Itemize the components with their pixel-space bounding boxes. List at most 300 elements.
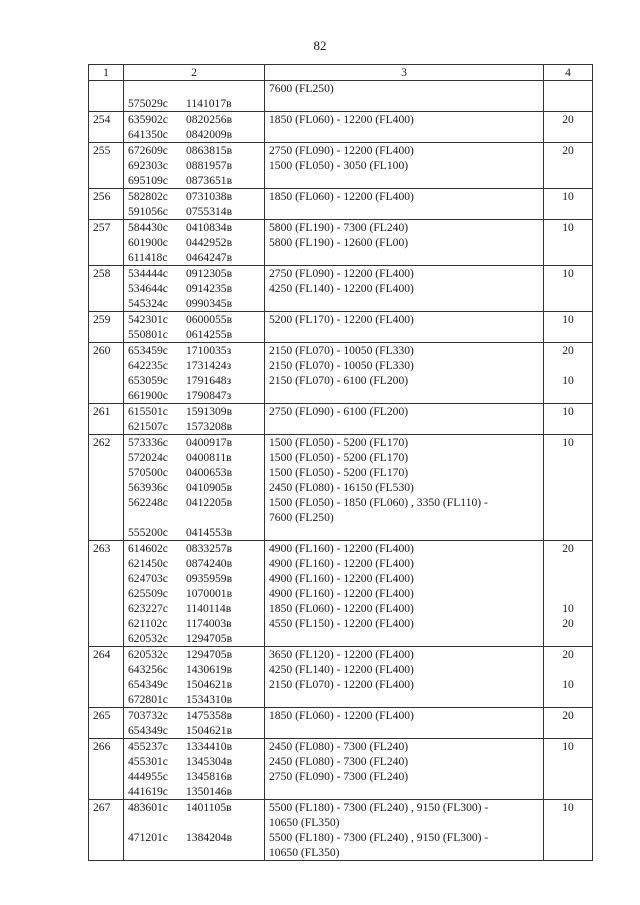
coordinate-line <box>128 769 260 784</box>
longitude: 0464247в <box>186 251 233 264</box>
row-number: 259 <box>89 312 124 343</box>
altitude-range: 5500 (FL180) - 7300 (FL240) , 9150 (FL300) - <box>269 801 489 814</box>
latitude: 641350c <box>128 128 168 141</box>
longitude: 0731038в <box>186 190 233 203</box>
row-number: 254 <box>89 112 124 143</box>
table-row <box>89 800 593 861</box>
value: 20 <box>562 648 574 661</box>
altitude-cell <box>265 81 544 112</box>
coordinate-line <box>128 204 260 219</box>
coordinate-line <box>128 127 260 142</box>
row-number: 263 <box>89 541 124 647</box>
coordinates-cell <box>124 404 265 435</box>
altitude-range: 1500 (FL050) - 3050 (FL100) <box>269 159 409 172</box>
value-cell <box>544 81 593 112</box>
value-cell <box>544 112 593 143</box>
longitude: 1504621в <box>186 724 233 737</box>
coordinate-line <box>128 343 260 358</box>
coordinate-line <box>128 662 260 677</box>
altitude-cell <box>265 708 544 739</box>
coordinate-line <box>128 158 260 173</box>
value <box>548 510 588 525</box>
value-cell <box>544 541 593 647</box>
latitude: 545324c <box>128 297 168 310</box>
longitude: 1141017в <box>186 97 232 110</box>
altitude-cell <box>265 404 544 435</box>
altitude-cell <box>265 343 544 404</box>
longitude: 0400917в <box>186 436 233 449</box>
value <box>548 571 588 586</box>
table-row <box>89 189 593 220</box>
longitude: 1174003в <box>186 617 232 630</box>
altitude-cell <box>265 800 544 861</box>
value <box>548 662 588 677</box>
altitude-cell <box>265 435 544 541</box>
altitude-range: 1500 (FL050) - 1850 (FL060) , 3350 (FL110) - <box>269 496 488 509</box>
value: 10 <box>562 313 574 326</box>
coordinate-line <box>128 281 260 296</box>
value: 10 <box>562 740 574 753</box>
coordinate-line <box>128 800 260 815</box>
longitude: 1345304в <box>186 755 233 768</box>
value <box>548 173 588 188</box>
latitude: 643256c <box>128 663 168 676</box>
value: 10 <box>562 374 574 387</box>
table-row <box>89 739 593 800</box>
coordinates-cell <box>124 112 265 143</box>
latitude: 620532c <box>128 632 168 645</box>
altitude-range <box>269 173 539 188</box>
coordinates-cell <box>124 435 265 541</box>
longitude: 0873651в <box>186 174 233 187</box>
coordinate-line <box>128 112 260 127</box>
altitude-cell <box>265 541 544 647</box>
value-cell <box>544 435 593 541</box>
longitude: 0410834в <box>186 221 233 234</box>
longitude: 1294705в <box>186 632 233 645</box>
longitude: 1731424з <box>186 359 232 372</box>
row-number: 265 <box>89 708 124 739</box>
row-number: 267 <box>89 800 124 861</box>
table-row <box>89 647 593 708</box>
altitude-range: 10650 (FL350) <box>269 816 340 829</box>
value: 20 <box>562 709 574 722</box>
latitude: 621102c <box>128 617 168 630</box>
column-header-1: 1 <box>89 65 124 81</box>
value <box>548 450 588 465</box>
coordinates-cell <box>124 266 265 312</box>
altitude-range <box>269 631 539 646</box>
coordinates-cell <box>124 739 265 800</box>
row-number: 256 <box>89 189 124 220</box>
latitude: 542301c <box>128 313 168 326</box>
page-number: 82 <box>313 38 327 53</box>
coordinate-line <box>128 235 260 250</box>
table-body <box>89 81 593 861</box>
coordinates-cell <box>124 81 265 112</box>
altitude-range: 1850 (FL060) - 12200 (FL400) <box>269 113 414 126</box>
column-header-2: 2 <box>124 65 265 81</box>
altitude-range: 2450 (FL080) - 7300 (FL240) <box>269 740 409 753</box>
latitude: 654349c <box>128 724 168 737</box>
coordinates-cell <box>124 800 265 861</box>
coordinate-line <box>128 723 260 738</box>
longitude: 1294705в <box>186 648 233 661</box>
coordinate-line <box>128 631 260 646</box>
value-cell <box>544 800 593 861</box>
value: 10 <box>562 267 574 280</box>
longitude: 1710035з <box>186 344 232 357</box>
coordinate-line <box>128 312 260 327</box>
latitude: 591056c <box>128 205 168 218</box>
coordinate-line <box>128 586 260 601</box>
value <box>548 784 588 799</box>
coordinate-line <box>128 677 260 692</box>
value: 10 <box>562 436 574 449</box>
coordinate-line <box>128 189 260 204</box>
coordinate-line <box>128 96 260 111</box>
table-row <box>89 266 593 312</box>
value <box>548 723 588 738</box>
altitude-range: 4900 (FL160) - 12200 (FL400) <box>269 572 414 585</box>
altitude-range: 5500 (FL180) - 7300 (FL240) , 9150 (FL300) - <box>269 831 489 844</box>
latitude: 572024c <box>128 451 168 464</box>
altitude-range: 7600 (FL250) <box>269 511 334 524</box>
row-number: 258 <box>89 266 124 312</box>
altitude-range <box>269 296 539 311</box>
coordinate-line <box>128 830 260 845</box>
coordinate-line <box>128 754 260 769</box>
altitude-range: 1850 (FL060) - 12200 (FL400) <box>269 602 414 615</box>
coordinate-line <box>128 143 260 158</box>
latitude: 563936c <box>128 481 168 494</box>
altitude-range: 4250 (FL140) - 12200 (FL400) <box>269 663 414 676</box>
altitude-range <box>269 127 539 142</box>
altitude-range <box>269 525 539 540</box>
altitude-range <box>269 784 539 799</box>
value <box>548 845 588 860</box>
latitude: 653459c <box>128 344 168 357</box>
latitude: 624703c <box>128 572 168 585</box>
latitude: 621450c <box>128 557 168 570</box>
coordinate-line <box>128 465 260 480</box>
coordinate-line <box>128 601 260 616</box>
altitude-range: 1500 (FL050) - 5200 (FL170) <box>269 466 409 479</box>
coordinates-cell <box>124 708 265 739</box>
latitude: 534444c <box>128 267 168 280</box>
value <box>548 769 588 784</box>
altitude-range: 1500 (FL050) - 5200 (FL170) <box>269 436 409 449</box>
coordinate-line <box>128 327 260 342</box>
longitude: 1401105в <box>186 801 232 814</box>
value <box>548 631 588 646</box>
value: 10 <box>562 405 574 418</box>
value <box>548 327 588 342</box>
latitude: 550801c <box>128 328 168 341</box>
latitude: 672801c <box>128 693 168 706</box>
value <box>548 692 588 707</box>
altitude-range: 4550 (FL150) - 12200 (FL400) <box>269 617 414 630</box>
altitude-range: 2750 (FL090) - 12200 (FL400) <box>269 144 414 157</box>
value: 20 <box>562 344 574 357</box>
latitude: 455301c <box>128 755 168 768</box>
altitude-cell <box>265 189 544 220</box>
longitude: 0935959в <box>186 572 233 585</box>
coordinate-line <box>128 250 260 265</box>
altitude-range <box>269 96 539 111</box>
latitude: 625509c <box>128 587 168 600</box>
latitude: 661900c <box>128 389 168 402</box>
value: 10 <box>562 678 574 691</box>
altitude-range: 2450 (FL080) - 7300 (FL240) <box>269 755 409 768</box>
altitude-range: 2150 (FL070) - 12200 (FL400) <box>269 678 414 691</box>
longitude: 0863815в <box>186 144 233 157</box>
longitude: 1790847з <box>186 389 232 402</box>
value-cell <box>544 143 593 189</box>
longitude: 0400653в <box>186 466 233 479</box>
value-cell <box>544 343 593 404</box>
altitude-range <box>269 204 539 219</box>
latitude: 455237c <box>128 740 168 753</box>
altitude-range: 5200 (FL170) - 12200 (FL400) <box>269 313 414 326</box>
latitude: 444955c <box>128 770 168 783</box>
longitude: 1791648з <box>186 374 232 387</box>
coordinates-cell <box>124 343 265 404</box>
longitude: 1591309в <box>186 405 233 418</box>
altitude-range: 1850 (FL060) - 12200 (FL400) <box>269 709 414 722</box>
altitude-range <box>269 419 539 434</box>
coordinate-line <box>128 435 260 450</box>
row-number: 266 <box>89 739 124 800</box>
latitude: 672609c <box>128 144 168 157</box>
latitude: 471201c <box>128 831 168 844</box>
value <box>548 81 588 96</box>
altitude-cell <box>265 739 544 800</box>
altitude-range <box>269 327 539 342</box>
longitude: 0442952в <box>186 236 233 249</box>
longitude: 0820256в <box>186 113 233 126</box>
value-cell <box>544 708 593 739</box>
value: 10 <box>562 221 574 234</box>
altitude-range: 2450 (FL080) - 16150 (FL530) <box>269 481 414 494</box>
coordinates-cell <box>124 541 265 647</box>
latitude: 441619c <box>128 785 168 798</box>
coordinate-line <box>128 81 260 96</box>
longitude: 0990345в <box>186 297 233 310</box>
latitude: 614602c <box>128 542 168 555</box>
latitude: 621507c <box>128 420 168 433</box>
row-number: 255 <box>89 143 124 189</box>
value <box>548 281 588 296</box>
value <box>548 250 588 265</box>
coordinate-line <box>128 571 260 586</box>
row-number: 264 <box>89 647 124 708</box>
table-row <box>89 708 593 739</box>
longitude: 0914235в <box>186 282 233 295</box>
value <box>548 296 588 311</box>
latitude: 483601c <box>128 801 168 814</box>
altitude-range: 2750 (FL090) - 6100 (FL200) <box>269 405 409 418</box>
latitude: 534644c <box>128 282 168 295</box>
longitude: 0412205в <box>186 496 233 509</box>
altitude-cell <box>265 220 544 266</box>
value-cell <box>544 220 593 266</box>
table-row <box>89 541 593 647</box>
coordinates-cell <box>124 189 265 220</box>
longitude: 1475358в <box>186 709 233 722</box>
value: 20 <box>562 617 574 630</box>
value <box>548 388 588 403</box>
latitude: 654349c <box>128 678 168 691</box>
coordinates-cell <box>124 220 265 266</box>
table-row <box>89 343 593 404</box>
value-cell <box>544 739 593 800</box>
value: 10 <box>562 190 574 203</box>
altitude-range: 2150 (FL070) - 10050 (FL330) <box>269 344 414 357</box>
value-cell <box>544 404 593 435</box>
longitude: 0842009в <box>186 128 233 141</box>
altitude-range: 2150 (FL070) - 10050 (FL330) <box>269 359 414 372</box>
row-number: 262 <box>89 435 124 541</box>
coordinate-line <box>128 556 260 571</box>
longitude: 0614255в <box>186 328 233 341</box>
coordinate-line <box>128 815 260 830</box>
value <box>548 754 588 769</box>
row-number: 260 <box>89 343 124 404</box>
altitude-range <box>269 250 539 265</box>
coordinate-line <box>128 373 260 388</box>
coordinate-line <box>128 388 260 403</box>
coordinate-line <box>128 510 260 525</box>
latitude: 635902c <box>128 113 168 126</box>
longitude: 0400811в <box>186 451 232 464</box>
value <box>548 158 588 173</box>
altitude-cell <box>265 143 544 189</box>
value <box>548 586 588 601</box>
value: 20 <box>562 542 574 555</box>
latitude: 584430c <box>128 221 168 234</box>
coordinate-line <box>128 296 260 311</box>
longitude: 1140114в <box>186 602 232 615</box>
latitude: 642235c <box>128 359 168 372</box>
value <box>548 556 588 571</box>
altitude-cell <box>265 647 544 708</box>
latitude: 620532c <box>128 648 168 661</box>
coordinate-line <box>128 220 260 235</box>
value: 10 <box>562 801 574 814</box>
altitude-range <box>269 692 539 707</box>
coordinates-cell <box>124 143 265 189</box>
longitude: 0881957в <box>186 159 233 172</box>
table-row <box>89 404 593 435</box>
altitude-range <box>269 723 539 738</box>
table-row <box>89 143 593 189</box>
longitude: 0600055в <box>186 313 233 326</box>
altitude-range: 7600 (FL250) <box>269 82 334 95</box>
longitude: 1070001в <box>186 587 233 600</box>
longitude: 0874240в <box>186 557 233 570</box>
latitude: 695109c <box>128 174 168 187</box>
altitude-range: 10650 (FL350) <box>269 846 340 859</box>
latitude: 575029c <box>128 97 168 110</box>
coordinates-table <box>88 64 593 861</box>
column-header-3: 3 <box>265 65 544 81</box>
value <box>548 127 588 142</box>
value: 20 <box>562 144 574 157</box>
latitude: 653059c <box>128 374 168 387</box>
altitude-range: 1850 (FL060) - 12200 (FL400) <box>269 190 414 203</box>
coordinate-line <box>128 616 260 631</box>
coordinate-line <box>128 845 260 860</box>
longitude: 1504621в <box>186 678 233 691</box>
table-row <box>89 435 593 541</box>
longitude: 0410905в <box>186 481 233 494</box>
coordinate-line <box>128 525 260 540</box>
altitude-range: 4900 (FL160) - 12200 (FL400) <box>269 587 414 600</box>
coordinates-cell <box>124 312 265 343</box>
altitude-range <box>269 388 539 403</box>
table-row <box>89 312 593 343</box>
longitude: 0755314в <box>186 205 233 218</box>
altitude-cell <box>265 112 544 143</box>
latitude: 582802c <box>128 190 168 203</box>
altitude-range: 1500 (FL050) - 5200 (FL170) <box>269 451 409 464</box>
latitude: 601900c <box>128 236 168 249</box>
longitude: 1573208в <box>186 420 233 433</box>
row-number: 261 <box>89 404 124 435</box>
latitude: 570500c <box>128 466 168 479</box>
value-cell <box>544 312 593 343</box>
coordinate-line <box>128 647 260 662</box>
value: 10 <box>562 602 574 615</box>
altitude-range: 2150 (FL070) - 6100 (FL200) <box>269 374 409 387</box>
latitude: 703732c <box>128 709 168 722</box>
longitude: 0833257в <box>186 542 233 555</box>
value <box>548 96 588 111</box>
coordinate-line <box>128 495 260 510</box>
coordinate-line <box>128 450 260 465</box>
column-header-4: 4 <box>544 65 593 81</box>
longitude: 0912305в <box>186 267 233 280</box>
latitude: 573336c <box>128 436 168 449</box>
value <box>548 525 588 540</box>
table-header-row <box>89 65 593 81</box>
value <box>548 235 588 250</box>
altitude-range: 2750 (FL090) - 12200 (FL400) <box>269 267 414 280</box>
altitude-range: 2750 (FL090) - 7300 (FL240) <box>269 770 409 783</box>
latitude: 692303c <box>128 159 168 172</box>
coordinate-line <box>128 480 260 495</box>
row-number <box>89 81 124 112</box>
table-row <box>89 220 593 266</box>
value <box>548 495 588 510</box>
latitude: 562248c <box>128 496 168 509</box>
longitude: 0414553в <box>186 526 233 539</box>
longitude: 1534310в <box>186 693 233 706</box>
value <box>548 358 588 373</box>
longitude: 1350146в <box>186 785 233 798</box>
coordinate-line <box>128 404 260 419</box>
value <box>548 830 588 845</box>
value: 20 <box>562 113 574 126</box>
table-row <box>89 81 593 112</box>
table-row <box>89 112 593 143</box>
value <box>548 419 588 434</box>
coordinate-line <box>128 266 260 281</box>
longitude: 1334410в <box>186 740 233 753</box>
value-cell <box>544 189 593 220</box>
coordinate-line <box>128 541 260 556</box>
